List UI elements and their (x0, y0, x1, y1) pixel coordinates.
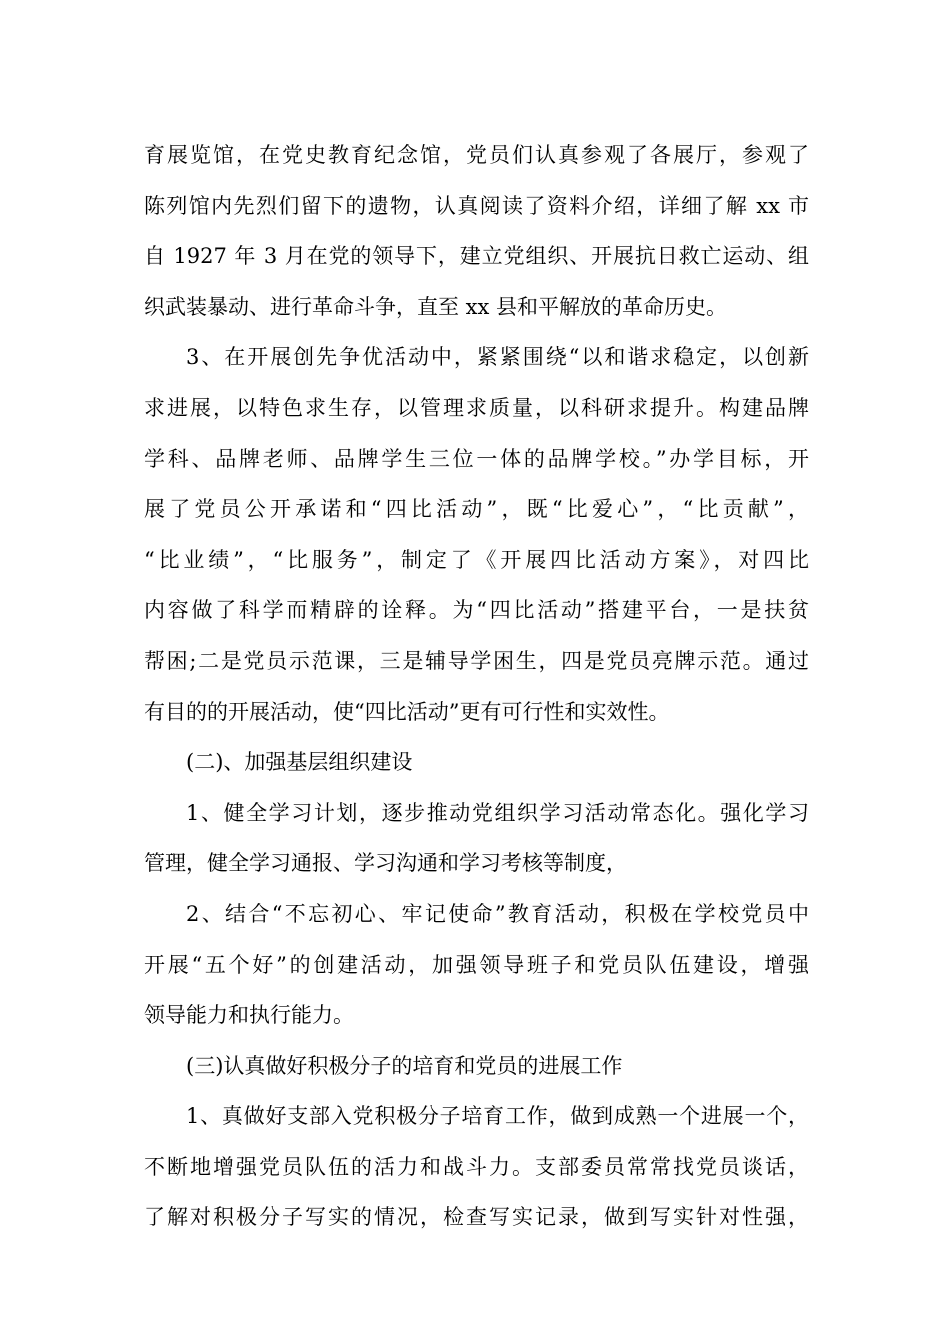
text-line: 3、在开展创先争优活动中，紧紧围绕“以和谐求稳定，以创新 (186, 345, 809, 370)
text-line: 1、真做好支部入党积极分子培育工作，做到成熟一个进展一个， (186, 1104, 809, 1129)
text-line: 了解对积极分子写实的情况，检查写实记录，做到写实针对性强， (144, 1205, 809, 1230)
text-line: 求进展，以特色求生存，以管理求质量，以科研求提升。构建品牌 (144, 395, 809, 420)
text-line: 1、健全学习计划，逐步推动党组织学习活动常态化。强化学习 (186, 800, 809, 825)
text-line: 管理，健全学习通报、学习沟通和学习考核等制度， (144, 851, 627, 876)
text-line: 帮困;二是党员示范课，三是辅导学困生，四是党员亮牌示范。通过 (144, 648, 809, 673)
text-line: 领导能力和执行能力。 (144, 1003, 354, 1028)
text-line: 有目的的开展活动，使“四比活动”更有可行性和实效性。 (144, 699, 670, 724)
text-line: 不断地增强党员队伍的活力和战斗力。支部委员常常找党员谈话， (144, 1154, 809, 1179)
section-heading: (三)认真做好积极分子的培育和党员的进展工作 (186, 1053, 623, 1078)
text-line: 展了党员公开承诺和“四比活动”，既“比爱心”，“比贡献”， (144, 497, 809, 522)
text-line: 2、结合“不忘初心、牢记使命”教育活动，积极在学校党员中 (186, 901, 809, 926)
text-line: 育展览馆，在党史教育纪念馆，党员们认真参观了各展厅，参观了 (144, 143, 809, 167)
section-heading: (二)、加强基层组织建设 (186, 750, 413, 775)
text-line: 织武装暴动、进行革命斗争，直至 xx 县和平解放的革命历史。 (144, 294, 728, 319)
text-line: “比业绩”，“比服务”，制定了《开展四比活动方案》，对四比 (144, 547, 809, 572)
text-line: 陈列馆内先烈们留下的遗物，认真阅读了资料介绍，详细了解 xx 市 (144, 193, 809, 218)
text-line: 内容做了科学而精辟的诠释。为“四比活动”搭建平台，一是扶贫 (144, 598, 809, 623)
text-line: 自 1927 年 3 月在党的领导下，建立党组织、开展抗日救亡运动、组 (144, 244, 809, 269)
document-body (144, 130, 809, 1243)
text-line: 开展“五个好”的创建活动，加强领导班子和党员队伍建设，增强 (144, 952, 809, 977)
text-line: 学科、品牌老师、品牌学生三位一体的品牌学校。”办学目标，开 (144, 446, 809, 471)
